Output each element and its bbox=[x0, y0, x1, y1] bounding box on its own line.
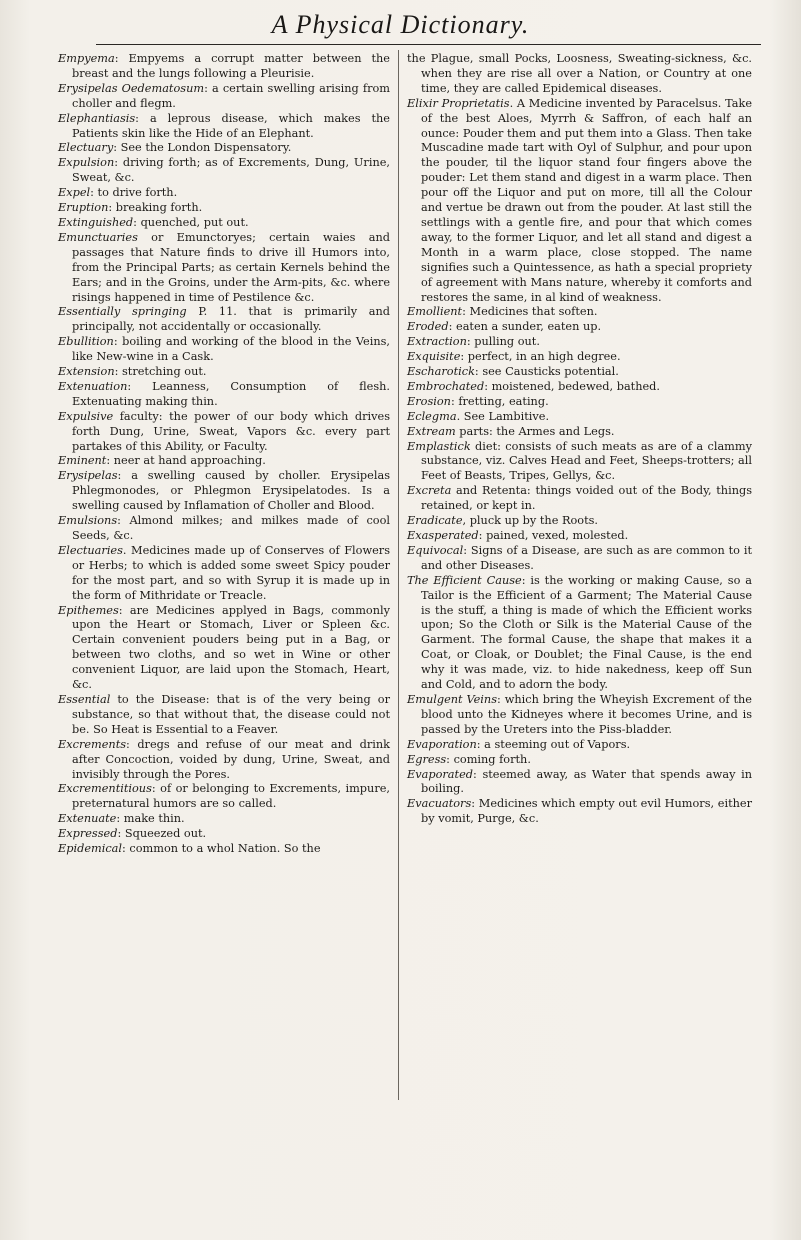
entry-definition: : quenched, put out. bbox=[133, 215, 249, 229]
entry-term: Evacuators bbox=[407, 797, 472, 811]
entry-term: Emplastick bbox=[407, 439, 471, 453]
left-column bbox=[58, 52, 390, 857]
dictionary-entry bbox=[407, 52, 752, 97]
column-divider bbox=[398, 50, 399, 1100]
entry-definition: . See Lambitive. bbox=[456, 409, 550, 423]
entry-term: Erosion bbox=[407, 394, 451, 408]
dictionary-entry bbox=[407, 768, 752, 798]
dictionary-entry bbox=[407, 350, 752, 365]
entry-term: Emunctuaries bbox=[58, 230, 138, 244]
dictionary-entry bbox=[58, 52, 390, 82]
entry-definition: : See the London Dispensatory. bbox=[113, 141, 292, 155]
entry-definition: : Medicines which empty out evil Humors, either by vomit, Purge, &c. bbox=[421, 797, 752, 826]
dictionary-entry bbox=[58, 469, 390, 514]
entry-definition: : make thin. bbox=[116, 812, 185, 826]
entry-definition: : coming forth. bbox=[446, 752, 531, 766]
entry-definition: : which bring the Wheyish Excrement of the blood unto the Kidneyes where it becomes Urine, and is passed by the Ureters into the Piss-bladder. bbox=[421, 692, 752, 736]
dictionary-entry bbox=[58, 782, 390, 812]
entry-definition: the Plague, small Pocks, Loosness, Sweating-sickness, &c. when they are rise all over a Nation, or Country at one time, they are called Epidemical diseases. bbox=[407, 52, 752, 95]
entry-term: Extension bbox=[58, 365, 115, 379]
entry-term: Escharotick bbox=[407, 365, 475, 379]
entry-term: Ebullition bbox=[58, 335, 114, 349]
entry-definition: : a leprous disease, which makes the Patients skin like the Hide of an Elephant. bbox=[72, 111, 390, 140]
entry-term: Excrements bbox=[58, 737, 127, 751]
entry-definition: : stretching out. bbox=[114, 365, 207, 379]
entry-term: Excrementitious bbox=[58, 782, 152, 796]
entry-definition: : Squeezed out. bbox=[117, 827, 207, 841]
entry-term: Embrochated bbox=[407, 379, 485, 393]
entry-term: Emollient bbox=[407, 305, 463, 319]
entry-definition: : breaking forth. bbox=[108, 201, 203, 215]
entry-definition: : of or belonging to Excrements, impure, preternatural humors are so called. bbox=[72, 782, 390, 811]
dictionary-entry bbox=[58, 186, 390, 201]
dictionary-entry bbox=[407, 380, 752, 395]
entry-term: Elixir Proprietatis bbox=[407, 96, 510, 110]
entry-term: Elephantiasis bbox=[58, 111, 136, 125]
entry-term: The Efficient Cause bbox=[407, 573, 522, 587]
dictionary-entry bbox=[58, 201, 390, 216]
entry-term: Exquisite bbox=[407, 350, 461, 364]
dictionary-entry bbox=[58, 842, 390, 857]
entry-definition: : to drive forth. bbox=[90, 186, 178, 200]
dictionary-entry bbox=[407, 738, 752, 753]
entry-term: Evaporation bbox=[407, 737, 477, 751]
entry-term: Extenuate bbox=[58, 812, 117, 826]
entry-term: Epithemes bbox=[58, 603, 119, 617]
dictionary-entry bbox=[407, 484, 752, 514]
dictionary-entry bbox=[58, 812, 390, 827]
dictionary-entry bbox=[58, 693, 390, 738]
entry-definition: : driving forth; as of Excrements, Dung, Urine, Sweat, &c. bbox=[72, 156, 390, 185]
dictionary-entry bbox=[407, 305, 752, 320]
entry-term: Extinguished bbox=[58, 215, 134, 229]
dictionary-entry bbox=[58, 365, 390, 380]
entry-term: Exasperated bbox=[407, 529, 479, 542]
entry-definition: : common to a whol Nation. So the bbox=[122, 842, 321, 856]
dictionary-entry bbox=[58, 112, 390, 142]
dictionary-entry bbox=[407, 395, 752, 410]
entry-definition: diet: consists of such meats as are of a clammy substance, viz. Calves Head and Feet, Sheeps-trotters; all Feet of Beasts, Tripes, Gellys, &c. bbox=[421, 439, 752, 483]
entry-definition: : boiling and working of the blood in the Veins, like New-wine in a Cask. bbox=[72, 335, 390, 364]
entry-definition: : pained, vexed, molested. bbox=[478, 529, 629, 542]
dictionary-entry bbox=[407, 544, 752, 574]
entry-definition: faculty: the power of our body which drives forth Dung, Urine, Sweat, Vapors &c. every part partakes of this Ability, or Faculty. bbox=[72, 409, 390, 453]
dictionary-entry bbox=[407, 320, 752, 335]
entry-term: Extream bbox=[407, 424, 456, 438]
entry-term: Equivocal bbox=[407, 543, 464, 557]
dictionary-entry bbox=[58, 141, 390, 156]
entry-definition: . A Medicine invented by Paracelsus. Take of the best Aloes, Myrrh & Saffron, of each half an ounce: Pouder them and put them into a Glass. Then take Muscadine made tart with Oyl of Sulphur, and pour upon the pouder, til the liquor stand four fingers above the pouder: Let them stand and digest in a warm place. Then pour off the Liquor and put on more, till all the Colour and vertue be drawn out from the pouder. At last still the settlings with a gentle fire, and pour that which comes away, to the former Liquor, and let all stand and digest a Month in a warm place, close stopped. The name signifies such a Quintessence, as hath a special propriety of agreement with Mans nature, whereby it comforts and restores the same, in al kind of weakness. bbox=[421, 96, 753, 304]
dictionary-entry bbox=[407, 365, 752, 380]
dictionary-entry bbox=[58, 82, 390, 112]
dictionary-entry bbox=[58, 380, 390, 410]
dictionary-entry bbox=[407, 693, 752, 738]
dictionary-entry bbox=[407, 440, 752, 485]
entry-definition: : see Causticks potential. bbox=[474, 365, 619, 379]
entry-term: Expressed bbox=[58, 827, 118, 841]
entry-definition: : neer at hand approaching. bbox=[106, 454, 266, 468]
entry-term: Essential bbox=[58, 692, 111, 706]
entry-definition: : a swelling caused by choller. Erysipelas Phlegmonodes, or Phlegmon Erysipelatodes. Is a swelling caused by Inflamation of Choller and Blood. bbox=[72, 469, 390, 513]
entry-definition: : dregs and refuse of our meat and drink after Concoction, voided by dung, Urine, Sweat, and invisibly through the Pores. bbox=[72, 737, 390, 781]
dictionary-entry bbox=[407, 97, 752, 306]
dictionary-entry bbox=[58, 305, 390, 335]
entry-term: Eminent bbox=[58, 454, 107, 468]
entry-definition: : a steeming out of Vapors. bbox=[476, 737, 631, 751]
entry-definition: : fretting, eating. bbox=[450, 394, 549, 408]
entry-definition: : steemed away, as Water that spends away in boiling. bbox=[421, 767, 752, 796]
entry-definition: : Signs of a Disease, are such as are common to it and other Diseases. bbox=[421, 543, 752, 572]
dictionary-entry bbox=[58, 231, 390, 306]
entry-term: Erysipelas bbox=[58, 469, 118, 483]
entry-term: Electuary bbox=[58, 141, 114, 155]
entry-term: Expulsive bbox=[58, 409, 114, 423]
page-title: A Physical Dictionary. bbox=[271, 10, 530, 39]
entry-definition: : pulling out. bbox=[466, 335, 540, 349]
dictionary-entry bbox=[58, 514, 390, 544]
entry-definition: . Medicines made up of Conserves of Flowers or Herbs; to which is added some sweet Spicy pouder for the most part, and so with Syrup it is made up in the form of Mithridate or Treacle. bbox=[72, 543, 390, 602]
dictionary-entry bbox=[407, 410, 752, 425]
dictionary-entry bbox=[407, 574, 752, 693]
entry-term: Epidemical bbox=[58, 842, 123, 856]
entry-term: Evaporated bbox=[407, 767, 473, 781]
dictionary-entry bbox=[407, 335, 752, 350]
entry-definition: or Emunctoryes; certain waies and passages that Nature finds to drive ill Humors into, from the Principal Parts; as certain Kernels behind the Ears; and in the Groins, under the Arm-pits, &c. where risings happened in time of Pestilence &c. bbox=[72, 230, 390, 304]
dictionary-entry bbox=[407, 425, 752, 440]
entry-term: Extenuation bbox=[58, 379, 128, 393]
dictionary-entry bbox=[58, 156, 390, 186]
dictionary-entry bbox=[58, 544, 390, 604]
entry-term: Eclegma bbox=[407, 409, 457, 423]
entry-definition: and Retenta: things voided out of the Body, things retained, or kept in. bbox=[421, 484, 752, 513]
entry-term: Egress bbox=[407, 752, 447, 766]
entry-term: Expel bbox=[58, 186, 91, 200]
dictionary-entry bbox=[407, 514, 752, 529]
entry-definition: : perfect, in an high degree. bbox=[460, 350, 621, 364]
entry-term: Excreta bbox=[407, 484, 452, 498]
entry-term: Electuaries bbox=[58, 543, 123, 557]
entry-definition: : Leanness, Consumption of flesh. Extenuating making thin. bbox=[72, 379, 390, 408]
entry-term: Emulsions bbox=[58, 514, 118, 528]
dictionary-entry bbox=[58, 216, 390, 231]
dictionary-entry bbox=[58, 827, 390, 842]
dictionary-entry bbox=[407, 753, 752, 768]
entry-definition: : is the working or making Cause, so a Tailor is the Efficient of a Garment; The Material Cause is the stuff, a thing is made of which the Efficient works upon; So the Cloth or Silk is the Material Cause of the Garment. The formal Cause, the shape that makes it a Coat, or Cloak, or Doublet; the Final Cause, is the end why it was made, viz. to hide nakedness, keep off Sun and Cold, and to adorn the body. bbox=[421, 573, 752, 692]
entry-definition: : Empyems a corrupt matter between the breast and the lungs following a Pleurisie. bbox=[72, 52, 390, 80]
entry-definition: : Almond milkes; and milkes made of cool Seeds, &c. bbox=[72, 514, 390, 542]
entry-term: Eruption bbox=[58, 201, 109, 215]
entry-term: Eradicate bbox=[407, 514, 463, 528]
right-column bbox=[407, 52, 752, 827]
entry-definition: : moistened, bedewed, bathed. bbox=[484, 379, 661, 393]
dictionary-entry bbox=[58, 738, 390, 783]
entry-term: Erysipelas Oedematosum bbox=[58, 81, 205, 95]
lower-blank-area bbox=[0, 1100, 801, 1240]
entry-definition: : are Medicines applyed in Bags, commonly upon the Heart or Stomach, Liver or Spleen &c. Certain convenient pouders being put in a Bag, or between two cloths, and so wet in Wine or other convenient Liquor, are laid upon the Stomach, Heart, &c. bbox=[72, 603, 390, 692]
entry-term: Empyema bbox=[58, 52, 115, 65]
dictionary-entry bbox=[58, 604, 390, 693]
dictionary-entry bbox=[58, 410, 390, 455]
entry-term: Essentially springing bbox=[58, 305, 187, 319]
entry-term: Extraction bbox=[407, 335, 467, 349]
entry-term: Eroded bbox=[407, 320, 449, 334]
page-header bbox=[0, 0, 801, 48]
dictionary-entry bbox=[58, 454, 390, 469]
entry-definition: , pluck up by the Roots. bbox=[462, 514, 599, 528]
dictionary-entry bbox=[407, 529, 752, 544]
entry-term: Emulgent Veins bbox=[407, 692, 497, 706]
entry-definition: P. 11. that is primarily and principally, not accidentally or occasionally. bbox=[72, 305, 391, 334]
header-rule bbox=[96, 44, 761, 45]
entry-term: Expulsion bbox=[58, 156, 115, 170]
entry-definition: : eaten a sunder, eaten up. bbox=[448, 320, 602, 334]
dictionary-entry bbox=[407, 797, 752, 827]
entry-definition: to the Disease: that is of the very being or substance, so that without that, the disease could not be. So Heat is Essential to a Feaver. bbox=[72, 692, 390, 736]
entry-definition: : a certain swelling arising from choller and flegm. bbox=[72, 81, 390, 110]
entry-definition: parts: the Armes and Legs. bbox=[455, 424, 615, 438]
entry-definition: : Medicines that soften. bbox=[462, 305, 598, 319]
dictionary-entry bbox=[58, 335, 390, 365]
